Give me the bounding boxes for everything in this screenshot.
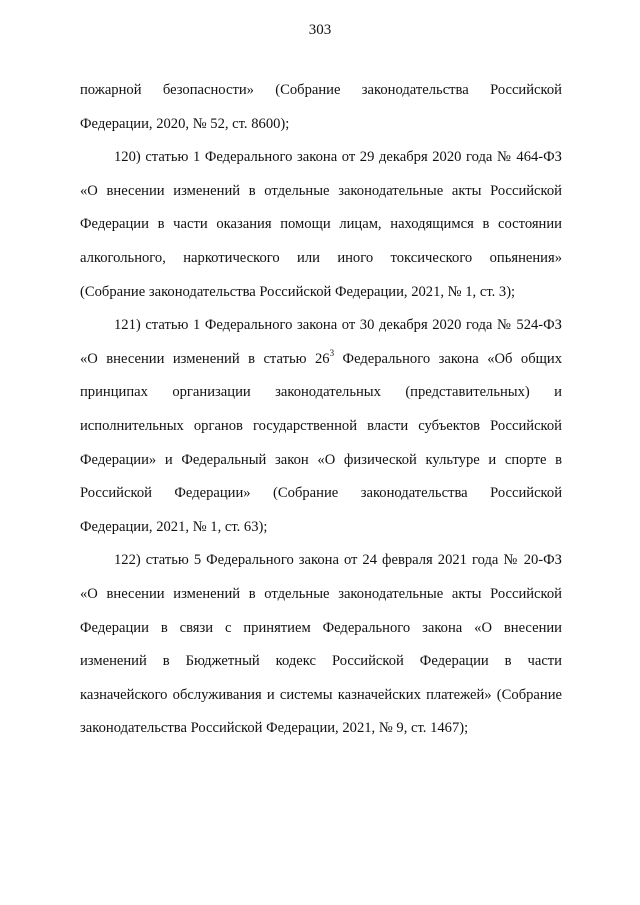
paragraph-item-122: 122) статью 5 Федерального закона от 24 февраля 2021 года № 20-ФЗ «О внесении изменений в отдельные законодательные акты Российской Федерации в связи с принятием Федерального закона «О внесении изменений в Бюджетный кодекс Российской Федерации в части казначейского обслуживания и системы казначейских платежей» (Собрание законодательства Российской Федерации, 2021, № 9, ст. 1467);	[80, 552, 562, 737]
document-body	[80, 74, 562, 746]
paragraph-item-121	[80, 309, 562, 544]
paragraph-item-120: 120) статью 1 Федерального закона от 29 декабря 2020 года № 464-ФЗ «О внесении изменений в отдельные законодательные акты Российской Федерации в части оказания помощи лицам, находящимся в состоянии алкогольного, наркотического или иного токсического опьянения» (Собрание законодательства Российской Федерации, 2021, № 1, ст. 3);	[80, 149, 562, 300]
page-number: 303	[308, 22, 332, 38]
paragraph-item-121-part-2: Федерального закона «Об общих принципах организации законодательных (представительных) и исполнительных органов государственной власти субъектов Российской Федерации» и Федеральный закон «О физической культуре и спорте в Российской Федерации» (Собрание законодательства Российской Федерации, 2021, № 1, ст. 63);	[80, 350, 562, 535]
paragraph-item-121-part-1: 121) статью 1 Федерального закона от 30 декабря 2020 года № 524-ФЗ «О внесении изменений в статью 26	[80, 317, 562, 367]
paragraph-continuation: пожарной безопасности» (Собрание законодательства Российской Федерации, 2020, № 52, ст. 8600);	[80, 82, 562, 132]
article-superscript: 3	[329, 347, 335, 358]
